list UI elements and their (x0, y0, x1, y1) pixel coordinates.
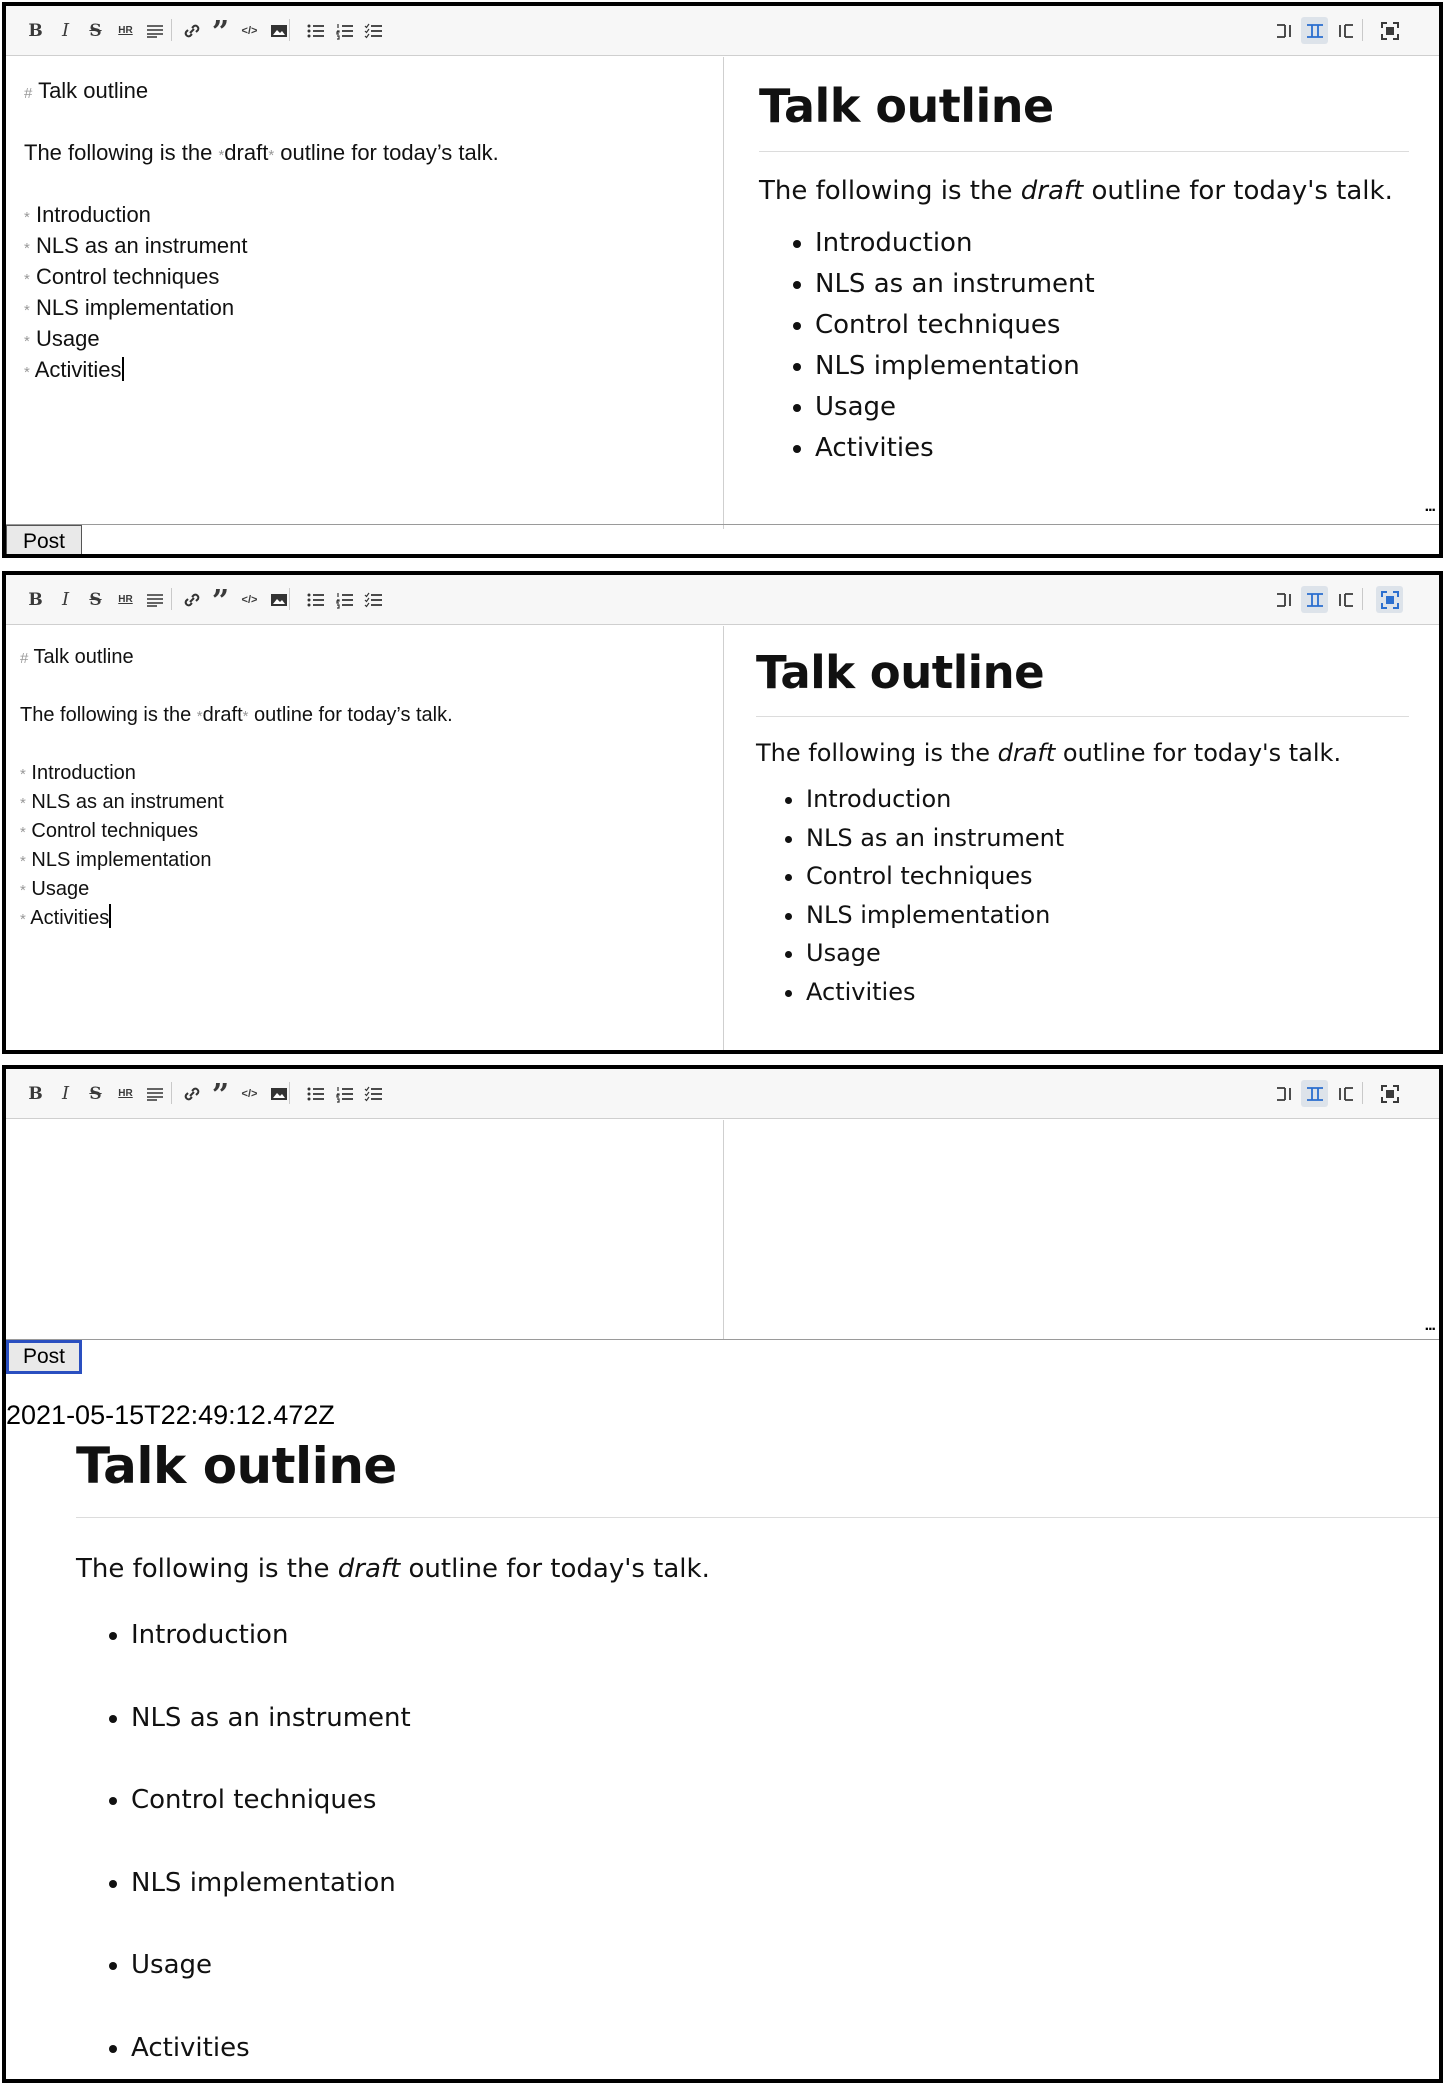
heading-icon (145, 1084, 165, 1104)
editor-heading-line: # Talk outline (20, 646, 134, 668)
ordered-list-button[interactable] (331, 586, 358, 613)
list-item-text: NLS as an instrument (25, 791, 224, 813)
preview-only-icon (1335, 590, 1355, 610)
markdown-preview (725, 626, 1439, 1054)
list-item-text: NLS implementation (29, 295, 235, 320)
fullscreen-icon (1380, 21, 1400, 41)
bold-button[interactable] (22, 586, 49, 613)
editor-panel-3 (2, 1065, 1443, 2083)
hr-icon: HR (118, 25, 133, 36)
list-item: • NLS implementation (806, 901, 1409, 940)
list-marker: * (20, 795, 26, 812)
list-item: • Control techniques (806, 862, 1409, 901)
markdown-editor[interactable] (6, 57, 724, 529)
list-item-text: Introduction (25, 762, 136, 784)
heading-button[interactable] (141, 1080, 168, 1107)
toolbar-separator (289, 1082, 290, 1104)
horizontal-rule-button[interactable] (112, 17, 139, 44)
toolbar-separator (1362, 19, 1363, 41)
list-marker: * (24, 271, 30, 288)
list-marker: * (20, 824, 26, 841)
split-view-icon (1305, 590, 1325, 610)
bold-icon: B (28, 20, 43, 41)
image-button[interactable] (265, 586, 292, 613)
split-view-icon (1305, 21, 1325, 41)
split-view-button[interactable] (1301, 17, 1328, 44)
editor-paragraph-line: The following is the *draft* outline for today’s talk. (24, 140, 499, 165)
markdown-editor[interactable] (6, 626, 724, 1054)
unordered-list-button[interactable] (302, 586, 329, 613)
list-item: • NLS implementation (131, 1868, 1439, 1951)
toolbar-separator (1362, 1082, 1363, 1104)
markdown-preview (725, 1120, 1439, 1339)
preview-heading: Talk outline (756, 646, 1409, 717)
list-item: • NLS as an instrument (806, 824, 1409, 863)
list-item: • NLS implementation (815, 351, 1409, 392)
list-item: • Usage (131, 1950, 1439, 2033)
numbered-list-icon (335, 1084, 355, 1104)
task-list-button[interactable] (360, 1080, 387, 1107)
code-button[interactable] (236, 1080, 263, 1107)
list-item: • NLS as an instrument (815, 269, 1409, 310)
image-icon (269, 21, 289, 41)
fullscreen-icon (1380, 1084, 1400, 1104)
text-caret (109, 904, 111, 928)
list-marker: * (24, 302, 30, 319)
editor-panel-1 (2, 2, 1443, 558)
editor-only-button[interactable] (1271, 1080, 1298, 1107)
editor-heading-line: # Talk outline (24, 78, 149, 103)
quote-button[interactable] (207, 14, 234, 50)
image-button[interactable] (265, 1080, 292, 1107)
more-indicator: ... (1424, 1317, 1435, 1334)
editor-list-line (20, 875, 723, 904)
numbered-list-icon (335, 590, 355, 610)
editor-list-line (20, 788, 723, 817)
link-button[interactable] (178, 17, 205, 44)
toolbar-separator (289, 588, 290, 610)
quote-icon: ” (211, 14, 230, 50)
list-marker: * (20, 882, 26, 899)
preview-only-button[interactable] (1331, 1080, 1358, 1107)
quote-icon: ” (211, 1077, 230, 1113)
list-item-text: Usage (29, 326, 100, 351)
strikethrough-icon: S (89, 1083, 102, 1104)
list-item-text: Usage (25, 878, 90, 900)
posted-paragraph: The following is the draft outline for today's talk. (76, 1554, 710, 1584)
list-marker: * (24, 240, 30, 257)
strikethrough-button[interactable] (82, 586, 109, 613)
italic-icon: I (61, 20, 70, 41)
editor-only-icon (1275, 1084, 1295, 1104)
list-item-text: Activities (29, 357, 122, 382)
editor-only-icon (1275, 21, 1295, 41)
hr-icon: HR (118, 1088, 133, 1099)
preview-only-button[interactable] (1331, 17, 1358, 44)
list-item: • Introduction (815, 228, 1409, 269)
list-item: • Control techniques (815, 310, 1409, 351)
preview-only-button[interactable] (1331, 586, 1358, 613)
editor-only-button[interactable] (1271, 17, 1298, 44)
italic-button[interactable] (52, 1080, 79, 1107)
bold-button[interactable] (22, 17, 49, 44)
toolbar-separator (171, 1082, 172, 1104)
fullscreen-icon (1380, 590, 1400, 610)
code-icon: </> (241, 24, 258, 37)
list-item: • Usage (815, 392, 1409, 433)
code-button[interactable] (236, 17, 263, 44)
list-item-text: Control techniques (29, 264, 220, 289)
editor-panel-2 (2, 571, 1443, 1054)
link-button[interactable] (178, 1080, 205, 1107)
preview-list (756, 785, 1409, 1016)
list-marker: * (24, 209, 30, 226)
list-item-text: Control techniques (25, 820, 199, 842)
hr-icon: HR (118, 594, 133, 605)
list-item: • Introduction (806, 785, 1409, 824)
task-list-button[interactable] (360, 586, 387, 613)
split-view-icon (1305, 1084, 1325, 1104)
toolbar-separator (1362, 588, 1363, 610)
preview-only-icon (1335, 1084, 1355, 1104)
fullscreen-button[interactable] (1376, 1080, 1403, 1107)
editor-toolbar (6, 6, 1439, 56)
strikethrough-button[interactable] (82, 1080, 109, 1107)
preview-only-icon (1335, 21, 1355, 41)
link-icon (182, 1084, 202, 1104)
editor-toolbar (6, 575, 1439, 625)
markdown-preview (725, 57, 1439, 529)
list-item: • Introduction (131, 1620, 1439, 1703)
heading-button[interactable] (141, 17, 168, 44)
status-divider (6, 524, 1439, 525)
heading-icon (145, 590, 165, 610)
post-button[interactable]: Post (6, 525, 82, 558)
text-caret (122, 357, 124, 381)
image-button[interactable] (265, 17, 292, 44)
strikethrough-button[interactable] (82, 17, 109, 44)
editor-list-line (20, 817, 723, 846)
horizontal-rule-button[interactable] (112, 586, 139, 613)
list-item: • Usage (806, 939, 1409, 978)
list-item-text: Introduction (29, 202, 151, 227)
editor-list-line (20, 846, 723, 875)
link-icon (182, 590, 202, 610)
list-item: • Activities (806, 978, 1409, 1017)
list-marker: * (20, 853, 26, 870)
toolbar-separator (289, 19, 290, 41)
quote-button[interactable] (207, 583, 234, 619)
split-view-button[interactable] (1301, 586, 1328, 613)
fullscreen-button[interactable] (1376, 586, 1403, 613)
task-list-icon (364, 590, 384, 610)
quote-button[interactable] (207, 1077, 234, 1113)
fullscreen-button[interactable] (1376, 17, 1403, 44)
editor-toolbar (6, 1069, 1439, 1119)
editor-paragraph-line: The following is the *draft* outline for today’s talk. (20, 704, 453, 726)
list-marker: * (24, 333, 30, 350)
posted-content (76, 1437, 1439, 2083)
link-button[interactable] (178, 586, 205, 613)
horizontal-rule-button[interactable] (112, 1080, 139, 1107)
list-item-text: NLS implementation (25, 849, 212, 871)
list-item: • Activities (815, 433, 1409, 474)
more-indicator: ... (1424, 498, 1435, 515)
task-list-icon (364, 21, 384, 41)
heading-icon (145, 21, 165, 41)
list-marker: * (20, 911, 26, 928)
bullet-list-icon (306, 21, 326, 41)
editor-list-line (20, 759, 723, 788)
ordered-list-button[interactable] (331, 1080, 358, 1107)
task-list-icon (364, 1084, 384, 1104)
list-marker: * (24, 364, 30, 381)
italic-button[interactable] (52, 586, 79, 613)
unordered-list-button[interactable] (302, 17, 329, 44)
editor-list-line (24, 261, 723, 292)
list-marker: * (20, 766, 26, 783)
preview-paragraph: The following is the draft outline for today's talk. (759, 176, 1393, 206)
quote-icon: ” (211, 583, 230, 619)
bold-button[interactable] (22, 1080, 49, 1107)
editor-list-line (24, 230, 723, 261)
list-item: • Control techniques (131, 1785, 1439, 1868)
toolbar-separator (171, 588, 172, 610)
strikethrough-icon: S (89, 20, 102, 41)
editor-only-icon (1275, 590, 1295, 610)
preview-paragraph: The following is the draft outline for today's talk. (756, 739, 1342, 767)
italic-icon: I (61, 589, 70, 610)
posted-list (76, 1620, 1439, 2083)
bold-icon: B (28, 1083, 43, 1104)
image-icon (269, 590, 289, 610)
link-icon (182, 21, 202, 41)
editor-list-line (20, 904, 723, 933)
post-timestamp: 2021-05-15T22:49:12.472Z (6, 1400, 335, 1430)
code-button[interactable] (236, 586, 263, 613)
numbered-list-icon (335, 21, 355, 41)
editor-list-line (24, 292, 723, 323)
posted-heading: Talk outline (76, 1437, 1439, 1518)
image-icon (269, 1084, 289, 1104)
preview-heading: Talk outline (759, 79, 1409, 152)
editor-list-line (24, 354, 723, 385)
bullet-list-icon (306, 590, 326, 610)
list-item-text: NLS as an instrument (29, 233, 248, 258)
unordered-list-button[interactable] (302, 1080, 329, 1107)
ordered-list-button[interactable] (331, 17, 358, 44)
editor-only-button[interactable] (1271, 586, 1298, 613)
editor-list-line (24, 199, 723, 230)
editor-list-line (24, 323, 723, 354)
list-item-text: Activities (25, 907, 110, 929)
list-item: • Activities (131, 2033, 1439, 2083)
split-view-button[interactable] (1301, 1080, 1328, 1107)
italic-button[interactable] (52, 17, 79, 44)
code-icon: </> (241, 593, 258, 606)
bold-icon: B (28, 589, 43, 610)
italic-icon: I (61, 1083, 70, 1104)
bullet-list-icon (306, 1084, 326, 1104)
markdown-editor[interactable] (6, 1120, 724, 1339)
preview-list (759, 228, 1409, 474)
post-button[interactable]: Post (6, 1340, 82, 1374)
code-icon: </> (241, 1087, 258, 1100)
toolbar-separator (171, 19, 172, 41)
list-item: • NLS as an instrument (131, 1703, 1439, 1786)
status-divider (6, 1339, 1439, 1340)
heading-button[interactable] (141, 586, 168, 613)
strikethrough-icon: S (89, 589, 102, 610)
task-list-button[interactable] (360, 17, 387, 44)
